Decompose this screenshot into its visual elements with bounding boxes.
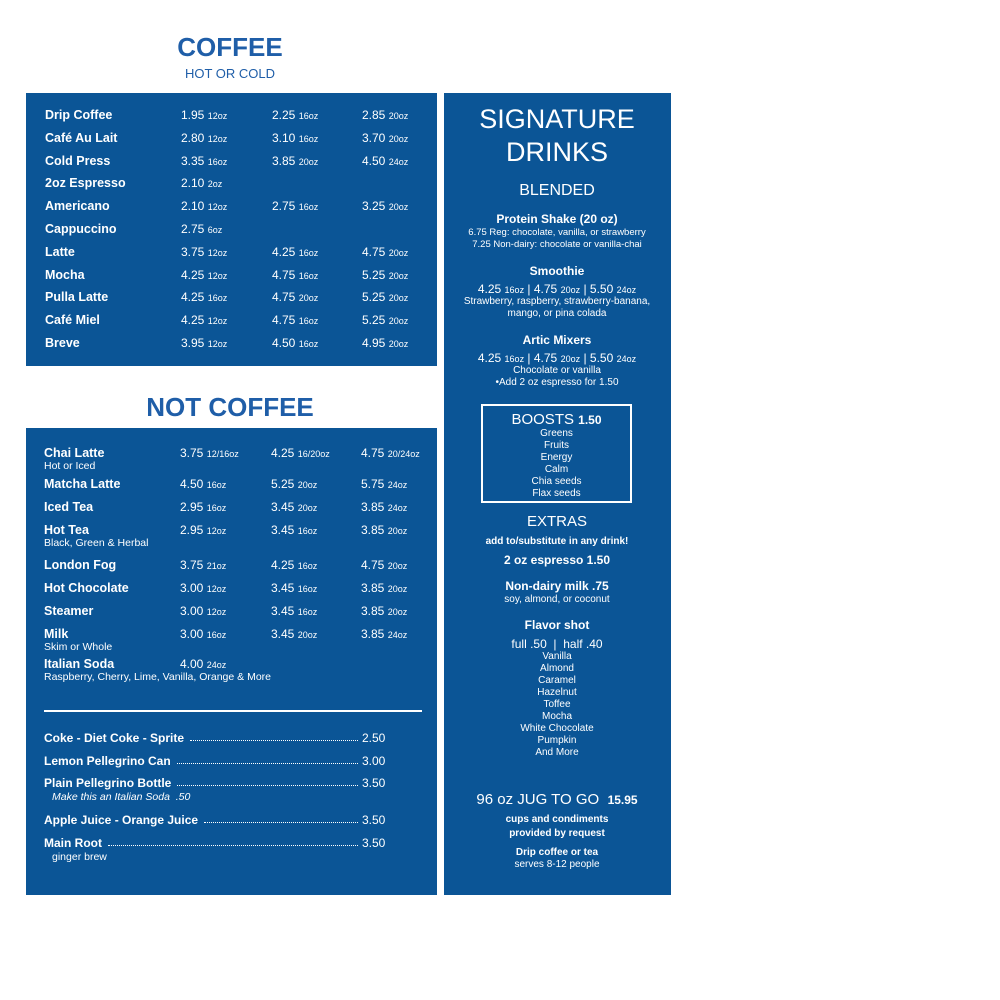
drink-item — [44, 813, 384, 829]
boost-item: Energy — [540, 452, 573, 463]
item-price: 3.00 12oz — [180, 604, 227, 618]
boost-item: Chia seeds — [531, 476, 582, 487]
jug-line: Drip coffee or tea — [515, 847, 599, 858]
item-price: 2.10 2oz — [181, 176, 223, 191]
item-price: 5.25 20oz — [362, 313, 409, 328]
drink-price: 3.50 — [362, 813, 386, 827]
item-name: Café Au Lait — [45, 130, 118, 145]
jug-line: cups and condiments — [505, 814, 609, 825]
item-price: 3.85 24oz — [361, 627, 408, 641]
item-price: 3.75 12oz — [181, 244, 228, 259]
item-price: 4.75 20oz — [361, 558, 408, 572]
coffee-item — [26, 245, 436, 265]
item-price: 4.75 16oz — [272, 267, 319, 282]
drink-price: 3.00 — [362, 754, 386, 768]
nondairy-milk: Non-dairy milk .75 — [505, 579, 609, 593]
item-price: 4.25 16/20oz — [271, 446, 330, 460]
item-description: Skim or Whole — [44, 641, 113, 653]
coffee-panel — [26, 93, 437, 366]
item-name: Hot Chocolate — [44, 581, 129, 595]
item-price: 3.45 16oz — [271, 604, 318, 618]
flavor-item: And More — [535, 747, 579, 758]
dot-leader — [177, 785, 358, 786]
item-price: 4.50 16oz — [272, 336, 319, 350]
protein-shake-line: 6.75 Reg: chocolate, vanilla, or strawberry — [468, 227, 646, 238]
item-name: Pulla Latte — [45, 290, 109, 305]
item-price: 3.75 12/16oz — [180, 446, 239, 460]
drink-price: 2.50 — [362, 731, 386, 745]
flavor-item: Toffee — [543, 699, 571, 710]
espresso-extra: 2 oz espresso 1.50 — [503, 553, 611, 567]
item-price: 3.85 20oz — [361, 581, 408, 595]
item-name: Cappuccino — [45, 222, 117, 236]
item-price: 4.75 16oz — [272, 313, 319, 328]
drink-note: ginger brew — [52, 851, 107, 863]
item-name: Americano — [45, 199, 110, 214]
drink-item — [44, 731, 384, 747]
drink-name: Plain Pellegrino Bottle — [44, 776, 172, 790]
item-name: Matcha Latte — [44, 477, 121, 491]
flavor-item: Hazelnut — [537, 687, 577, 698]
boosts-list — [483, 428, 630, 500]
dot-leader — [204, 822, 358, 823]
item-price: 3.45 20oz — [271, 500, 318, 514]
item-price: 3.00 16oz — [180, 627, 227, 641]
boost-item: Greens — [540, 428, 573, 439]
smoothie-flavors: Strawberry, raspberry, strawberry-banana, — [463, 296, 651, 307]
dot-leader — [177, 763, 358, 764]
flavor-item: Caramel — [538, 675, 576, 686]
extras-subtitle: add to/substitute in any drink! — [485, 536, 629, 547]
item-name: Italian Soda — [44, 657, 115, 671]
item-price: 3.10 16oz — [272, 130, 319, 145]
item-price: 4.75 20oz — [362, 244, 409, 259]
item-price: 4.25 16oz — [272, 244, 319, 259]
artic-mixers-line: Chocolate or vanilla — [513, 365, 601, 376]
flavor-item: Vanilla — [542, 651, 572, 662]
item-name: Cold Press — [45, 153, 111, 168]
drink-name: Apple Juice - Orange Juice — [44, 813, 199, 827]
item-price: 5.25 20oz — [271, 477, 318, 491]
item-description: Raspberry, Cherry, Lime, Vanilla, Orange & More — [44, 671, 272, 683]
item-price: 2.10 12oz — [181, 199, 228, 214]
item-price: 4.75 20/24oz — [361, 446, 420, 460]
item-price: 4.25 12oz — [181, 313, 228, 328]
item-price: 4.25 16oz — [271, 558, 318, 572]
coffee-item — [26, 108, 436, 128]
item-price: 3.45 16oz — [271, 523, 318, 537]
drink-item — [44, 776, 386, 803]
item-price: 4.25 12oz — [181, 267, 228, 282]
item-price: 4.50 24oz — [362, 153, 409, 168]
drink-price: 3.50 — [362, 836, 386, 850]
item-price: 2.80 12oz — [181, 130, 228, 145]
boosts-title: BOOSTS 1.50 — [511, 411, 602, 428]
drink-name: Coke - Diet Coke - Sprite — [44, 731, 185, 745]
artic-mixers-line: •Add 2 oz espresso for 1.50 — [495, 377, 619, 388]
item-name: Iced Tea — [44, 500, 94, 514]
drink-price: 3.50 — [362, 776, 386, 790]
jug-line: provided by request — [509, 828, 605, 839]
item-price: 3.85 20oz — [361, 604, 408, 618]
blended-heading: BLENDED — [519, 182, 595, 199]
item-name: Café Miel — [45, 313, 100, 328]
extras-title: EXTRAS — [526, 513, 587, 530]
item-price: 4.00 24oz — [180, 657, 227, 671]
item-price: 3.95 12oz — [181, 336, 228, 350]
item-price: 3.70 20oz — [362, 130, 409, 145]
item-name: London Fog — [44, 558, 117, 572]
drink-item — [44, 836, 386, 863]
item-price: 2.95 16oz — [180, 500, 227, 514]
flavor-list — [444, 651, 670, 759]
item-price: 2.75 6oz — [181, 222, 223, 236]
coffee-item — [26, 154, 436, 174]
flavor-item: White Chocolate — [520, 723, 594, 734]
item-description: Black, Green & Herbal — [44, 537, 149, 549]
item-name: 2oz Espresso — [45, 176, 126, 191]
item-price: 2.95 12oz — [180, 523, 227, 537]
item-price: 3.25 20oz — [362, 199, 409, 214]
signature-title: SIGNATURE DRINKS — [479, 104, 635, 167]
boost-item: Fruits — [544, 440, 569, 451]
coffee-item — [26, 176, 436, 196]
smoothie-prices: 4.25 16oz | 4.75 20oz | 5.50 24oz — [477, 282, 637, 296]
item-name: Chai Latte — [44, 446, 105, 460]
item-name: Breve — [45, 336, 80, 350]
item-price: 4.95 20oz — [362, 336, 409, 350]
drink-item — [44, 754, 384, 770]
item-name: Latte — [45, 244, 75, 259]
flavor-shot-price: full .50 | half .40 — [511, 637, 603, 651]
protein-shake-line: 7.25 Non-dairy: chocolate or vanilla-chai — [472, 239, 642, 250]
not-coffee-title: NOT COFFEE — [146, 392, 314, 422]
item-price: 3.85 20oz — [361, 523, 408, 537]
item-price: 1.95 12oz — [181, 108, 228, 122]
divider — [44, 710, 422, 712]
item-name: Drip Coffee — [45, 108, 113, 122]
item-price: 2.25 16oz — [272, 108, 319, 122]
artic-mixers-prices: 4.25 16oz | 4.75 20oz | 5.50 24oz — [477, 351, 637, 365]
drink-name: Main Root — [44, 836, 102, 850]
item-price: 3.75 21oz — [180, 558, 227, 572]
item-price: 3.45 20oz — [271, 627, 318, 641]
item-price: 3.35 16oz — [181, 153, 228, 168]
coffee-title: COFFEE — [177, 32, 283, 62]
flavor-shot-title: Flavor shot — [524, 618, 590, 632]
coffee-item — [26, 336, 436, 356]
coffee-item — [26, 222, 436, 242]
item-price: 3.00 12oz — [180, 581, 227, 595]
item-price: 2.85 20oz — [362, 108, 409, 122]
coffee-item — [26, 268, 436, 288]
item-price: 5.75 24oz — [361, 477, 408, 491]
signature-panel — [444, 93, 671, 895]
nondairy-options: soy, almond, or coconut — [504, 594, 610, 605]
item-price: 3.85 20oz — [272, 153, 319, 168]
boosts-box — [481, 404, 632, 503]
item-name: Milk — [44, 627, 69, 641]
smoothie-flavors: mango, or pina colada — [507, 308, 607, 319]
boost-item: Flax seeds — [532, 488, 581, 499]
not-coffee-panel — [26, 428, 437, 895]
item-price: 3.45 16oz — [271, 581, 318, 595]
flavor-item: Almond — [540, 663, 574, 674]
item-name: Hot Tea — [44, 523, 89, 537]
item-price: 2.75 16oz — [272, 199, 319, 214]
protein-shake-title: Protein Shake (20 oz) — [496, 212, 618, 226]
coffee-subtitle: HOT OR COLD — [184, 66, 276, 81]
drink-name: Lemon Pellegrino Can — [44, 754, 171, 768]
boost-item: Calm — [544, 464, 569, 475]
dot-leader — [108, 845, 358, 846]
smoothie-title: Smoothie — [529, 264, 585, 278]
item-price: 4.75 20oz — [272, 290, 319, 305]
item-description: Hot or Iced — [44, 460, 96, 472]
jug-to-go: 96 oz JUG TO GO 15.95 — [476, 791, 638, 808]
coffee-item — [26, 199, 436, 219]
item-price: 5.25 20oz — [362, 290, 409, 305]
flavor-item: Mocha — [541, 711, 572, 722]
jug-line: serves 8-12 people — [514, 859, 600, 870]
item-price: 3.85 24oz — [361, 500, 408, 514]
coffee-item — [26, 313, 436, 333]
item-price: 5.25 20oz — [362, 267, 409, 282]
coffee-item — [26, 290, 436, 310]
coffee-item — [26, 131, 436, 151]
item-name: Steamer — [44, 604, 94, 618]
item-name: Mocha — [45, 267, 85, 282]
artic-mixers-title: Artic Mixers — [522, 333, 592, 347]
item-price: 4.50 16oz — [180, 477, 227, 491]
drink-note: Make this an Italian Soda .50 — [52, 791, 191, 803]
flavor-item: Pumpkin — [537, 735, 577, 746]
dot-leader — [190, 740, 358, 741]
item-price: 4.25 16oz — [181, 290, 228, 305]
